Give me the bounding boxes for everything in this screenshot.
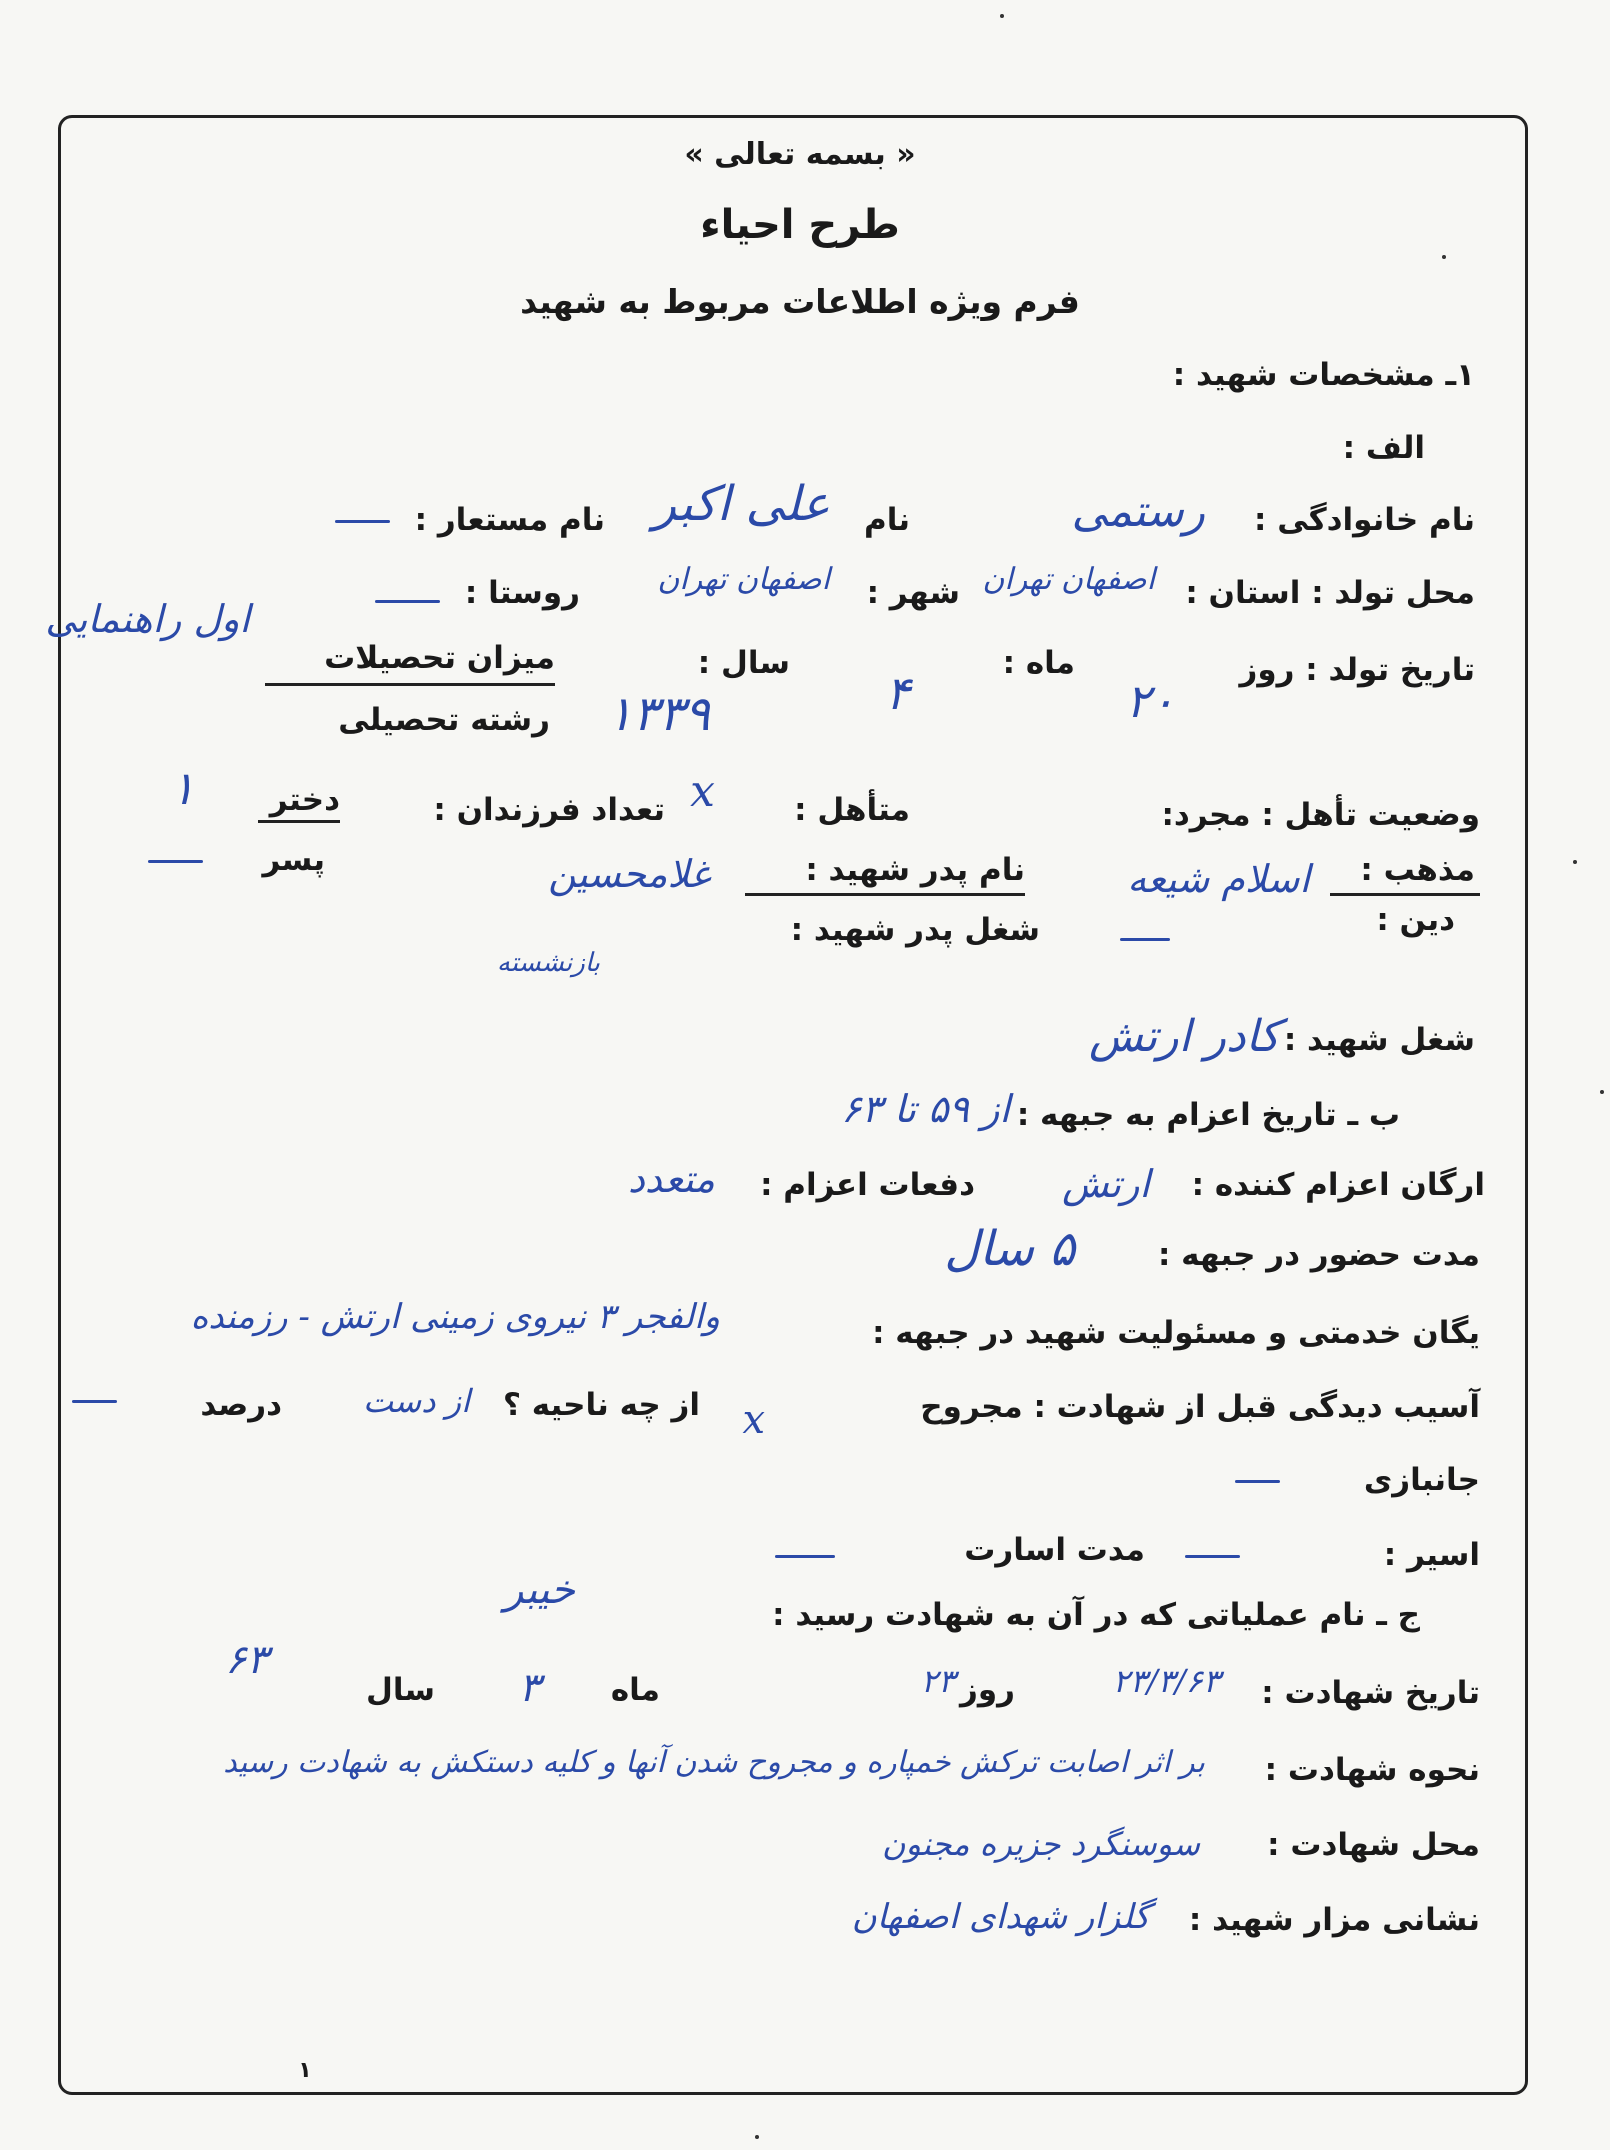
first-name-value: علی اکبر xyxy=(653,476,830,532)
father-name-value: غلامحسین xyxy=(548,852,710,896)
place-label: محل شهادت : xyxy=(1267,1827,1480,1863)
prisoner-label: اسیر : xyxy=(1383,1537,1480,1573)
birth-month-value: ۴ xyxy=(885,666,910,720)
dispatch-org-label: ارگان اعزام کننده : xyxy=(1191,1167,1485,1203)
father-name-underline xyxy=(745,893,1025,896)
daughter-underline xyxy=(258,820,340,823)
city-label: شهر : xyxy=(866,575,960,611)
captivity-empty xyxy=(775,1555,835,1558)
village-label: روستا : xyxy=(464,575,580,611)
prisoner-empty xyxy=(1185,1555,1240,1558)
year-label: سال : xyxy=(697,645,790,681)
dispatch-org-value: ارتش xyxy=(1062,1162,1150,1206)
birth-place-label: محل تولد : استان : xyxy=(1185,575,1475,611)
side-note: اول راهنمایی xyxy=(45,597,250,641)
family-name-value: رستمی xyxy=(1071,486,1205,537)
martyr-day-label: روز xyxy=(960,1672,1015,1708)
operation-value: خیبر xyxy=(504,1567,575,1613)
father-name-label: نام پدر شهید : xyxy=(805,852,1025,888)
religion-empty xyxy=(1120,938,1170,941)
manner-label: نحوه شهادت : xyxy=(1264,1752,1480,1788)
part-a-label: الف : xyxy=(1342,430,1425,466)
injury-label: آسیب دیدگی قبل از شهادت : مجروح xyxy=(920,1389,1480,1425)
speck xyxy=(755,2135,759,2139)
father-job-label: شغل پدر شهید : xyxy=(790,912,1040,948)
martyr-date-value: ۲۳/۳/۶۳ xyxy=(1112,1662,1220,1700)
dispatch-count-value: متعدد xyxy=(627,1157,715,1201)
speck xyxy=(1573,860,1577,864)
married-label: متأهل : xyxy=(794,792,910,828)
operation-label: ج ـ نام عملیاتی که در آن به شهادت رسید : xyxy=(772,1597,1420,1633)
martyr-year-label: سال xyxy=(365,1672,435,1708)
injury-mark: x xyxy=(742,1397,765,1443)
speck xyxy=(1600,1090,1604,1094)
religion-label: دین : xyxy=(1376,902,1455,938)
which-area-label: از چه ناحیه ؟ xyxy=(502,1387,700,1423)
sect-value: اسلام شیعه xyxy=(1127,857,1310,901)
injury-area-value: از دست xyxy=(363,1382,470,1420)
dispatch-count-label: دفعات اعزام : xyxy=(760,1167,975,1203)
son-empty xyxy=(148,860,203,863)
job-value: کادر ارتش xyxy=(1089,1011,1280,1062)
grave-value: گلزار شهدای اصفهان xyxy=(851,1897,1150,1937)
village-empty xyxy=(375,600,440,603)
invocation: « بسمه تعالی » xyxy=(684,137,916,172)
children-label: تعداد فرزندان : xyxy=(433,792,665,828)
form-title: فرم ویژه اطلاعات مربوط به شهید xyxy=(520,282,1080,321)
birth-year-value: ۱۳۳۹ xyxy=(606,686,710,742)
first-name-label: نام xyxy=(863,502,910,538)
family-name-label: نام خانوادگی : xyxy=(1254,502,1475,538)
captivity-label: مدت اسارت xyxy=(964,1532,1145,1568)
education-field-label: رشته تحصیلی xyxy=(338,702,550,738)
marital-label: وضعیت تأهل : مجرد: xyxy=(1161,797,1480,833)
dispatch-date-value: از ۵۹ تا ۶۳ xyxy=(841,1087,1010,1131)
province-value: اصفهان تهران xyxy=(982,562,1155,597)
city-value: اصفهان تهران xyxy=(657,562,830,597)
education-underline xyxy=(265,683,555,686)
page-number: ۱ xyxy=(298,2058,312,2083)
speck xyxy=(1000,14,1004,18)
married-mark: x xyxy=(690,766,715,817)
education-level-label: میزان تحصیلات xyxy=(324,640,555,676)
front-duration-value: ۵ سال xyxy=(944,1221,1075,1277)
martyr-day-value: ۲۳ xyxy=(920,1662,955,1700)
service-unit-label: یگان خدمتی و مسئولیت شهید در جبهه : xyxy=(872,1315,1480,1351)
veteran-empty xyxy=(1235,1480,1280,1483)
month-label: ماه : xyxy=(1002,645,1075,681)
form-project: طرح احیاء xyxy=(700,202,900,248)
birth-day-value: ۲۰ xyxy=(1125,674,1175,728)
martyr-month-value: ۳ xyxy=(518,1665,540,1711)
martyr-month-label: ماه xyxy=(610,1672,660,1708)
alias-empty xyxy=(335,520,390,523)
speck xyxy=(1442,255,1446,259)
service-unit-value: والفجر ۳ نیروی زمینی ارتش - رزمنده xyxy=(190,1297,720,1337)
daughters-value: ۱ xyxy=(170,761,195,815)
martyr-year-value: ۶۳ xyxy=(225,1637,268,1683)
sect-label: مذهب : xyxy=(1360,852,1475,888)
percent-empty xyxy=(72,1400,117,1403)
dispatch-date-label: ب ـ تاریخ اعزام به جبهه : xyxy=(1016,1097,1400,1133)
manner-value: بر اثر اصابت ترکش خمپاره و مجروح شدن آنها و کلیه دستکش به شهادت رسید xyxy=(223,1745,1205,1780)
grave-label: نشانی مزار شهید : xyxy=(1188,1902,1480,1938)
place-value: سوسنگرد جزیره مجنون xyxy=(882,1825,1200,1863)
father-job-value: بازنشسته xyxy=(496,948,600,978)
son-label: پسر xyxy=(262,842,325,878)
alias-label: نام مستعار : xyxy=(414,502,605,538)
martyr-date-label: تاریخ شهادت : xyxy=(1261,1675,1480,1711)
sect-underline xyxy=(1330,893,1480,896)
daughter-label: دختر xyxy=(269,782,340,818)
section-1-heading: ۱ـ مشخصات شهید : xyxy=(1172,357,1475,393)
job-label: شغل شهید : xyxy=(1283,1022,1475,1058)
front-duration-label: مدت حضور در جبهه : xyxy=(1157,1237,1480,1273)
percent-label: درصد xyxy=(200,1387,282,1423)
veteran-label: جانبازی xyxy=(1363,1462,1480,1498)
birth-date-label: تاریخ تولد : روز xyxy=(1239,652,1475,688)
